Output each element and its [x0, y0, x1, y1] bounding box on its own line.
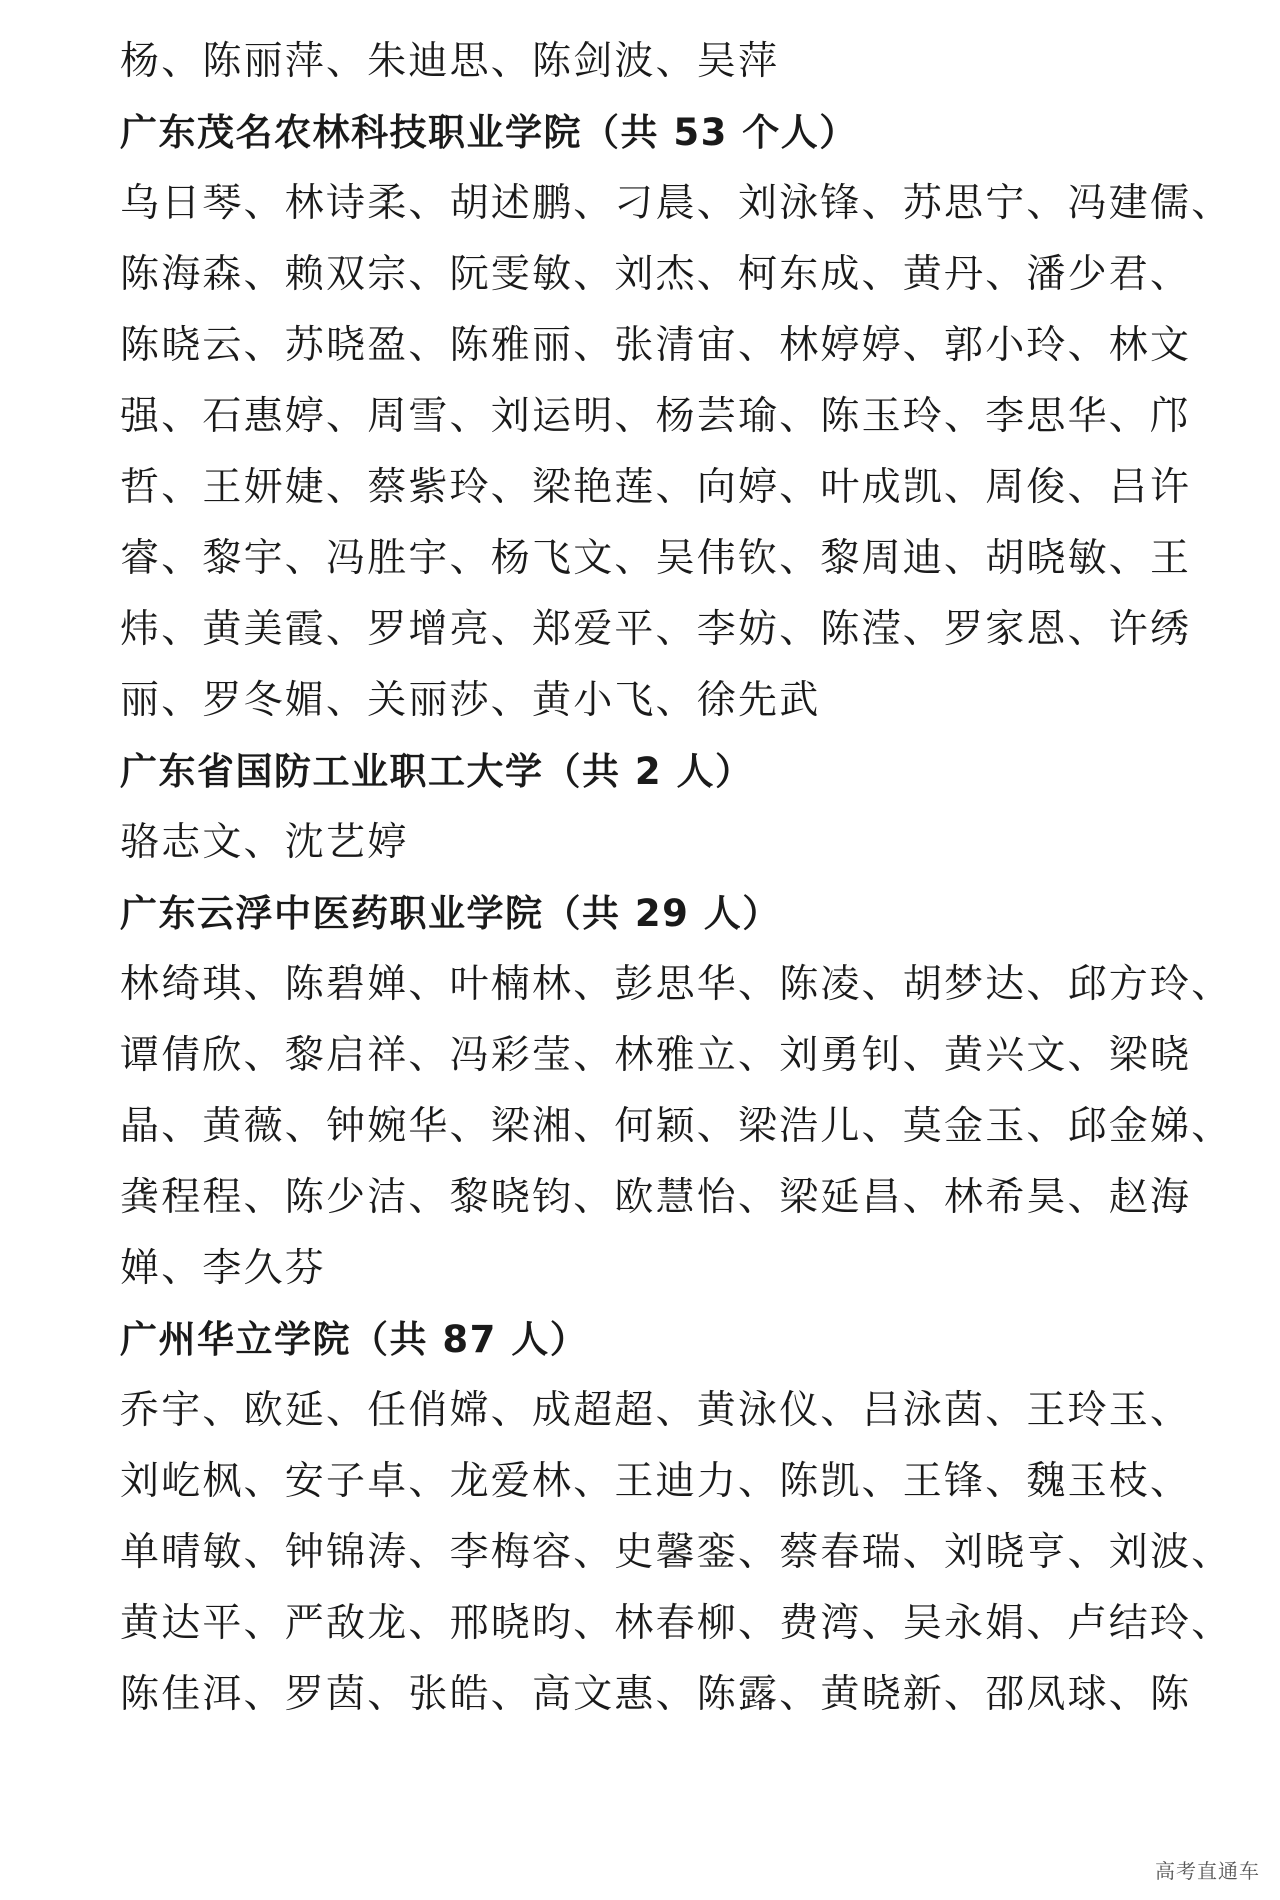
- section-heading-maoming-agri-forestry: 广东茂名农林科技职业学院（共 53 个人）: [120, 111, 858, 154]
- name-list-line: 炜、黄美霞、罗增亮、郑爱平、李妨、陈滢、罗家恩、许绣: [120, 607, 1192, 652]
- watermark-text: 高考直通车: [1155, 1859, 1260, 1883]
- name-list-line: 哲、王妍婕、蔡紫玲、梁艳莲、向婷、叶成凯、周俊、吕许: [120, 465, 1192, 510]
- name-list-line: 黄达平、严敌龙、邢晓昀、林春柳、费湾、吴永娟、卢结玲、: [120, 1601, 1233, 1646]
- name-list-line: 林绮琪、陈碧婵、叶楠林、彭思华、陈凌、胡梦达、邱方玲、: [120, 962, 1233, 1007]
- name-list-line: 睿、黎宇、冯胜宇、杨飞文、吴伟钦、黎周迪、胡晓敏、王: [120, 536, 1192, 581]
- name-list-line: 杨、陈丽萍、朱迪思、陈剑波、吴萍: [120, 39, 780, 84]
- name-list-line: 陈海森、赖双宗、阮雯敏、刘杰、柯东成、黄丹、潘少君、: [120, 252, 1192, 297]
- document-body: [120, 26, 1233, 1730]
- section-heading-guangzhou-huali-college: 广州华立学院（共 87 人）: [120, 1318, 589, 1361]
- name-list-line: 刘屹枫、安子卓、龙爱林、王迪力、陈凯、王锋、魏玉枝、: [120, 1459, 1192, 1504]
- section-heading-national-defense-workers-university: 广东省国防工业职工大学（共 2 人）: [120, 750, 754, 793]
- name-list-line: 强、石惠婷、周雪、刘运明、杨芸瑜、陈玉玲、李思华、邝: [120, 394, 1192, 439]
- name-list-line: 晶、黄薇、钟婉华、梁湘、何颖、梁浩儿、莫金玉、邱金娣、: [120, 1104, 1233, 1149]
- name-list-line: 丽、罗冬媚、关丽莎、黄小飞、徐先武: [120, 678, 821, 723]
- name-list-line: 陈晓云、苏晓盈、陈雅丽、张清宙、林婷婷、郭小玲、林文: [120, 323, 1192, 368]
- name-list-line: 婵、李久芬: [120, 1246, 327, 1291]
- name-list-line: 陈佳洱、罗茵、张皓、高文惠、陈露、黄晓新、邵凤球、陈: [120, 1672, 1192, 1717]
- name-list-line: 乔宇、欧延、任俏嫦、成超超、黄泳仪、吕泳茵、王玲玉、: [120, 1388, 1192, 1433]
- name-list-line: 乌日琴、林诗柔、胡述鹏、刁晨、刘泳锋、苏思宁、冯建儒、: [120, 181, 1233, 226]
- name-list-line: 龚程程、陈少洁、黎晓钧、欧慧怡、梁延昌、林希昊、赵海: [120, 1175, 1192, 1220]
- name-list-line: 谭倩欣、黎启祥、冯彩莹、林雅立、刘勇钊、黄兴文、梁晓: [120, 1033, 1192, 1078]
- name-list-line: 单晴敏、钟锦涛、李梅容、史馨銮、蔡春瑞、刘晓亨、刘波、: [120, 1530, 1233, 1575]
- section-heading-yunfu-tcm-college: 广东云浮中医药职业学院（共 29 人）: [120, 892, 781, 935]
- name-list-line: 骆志文、沈艺婷: [120, 820, 409, 865]
